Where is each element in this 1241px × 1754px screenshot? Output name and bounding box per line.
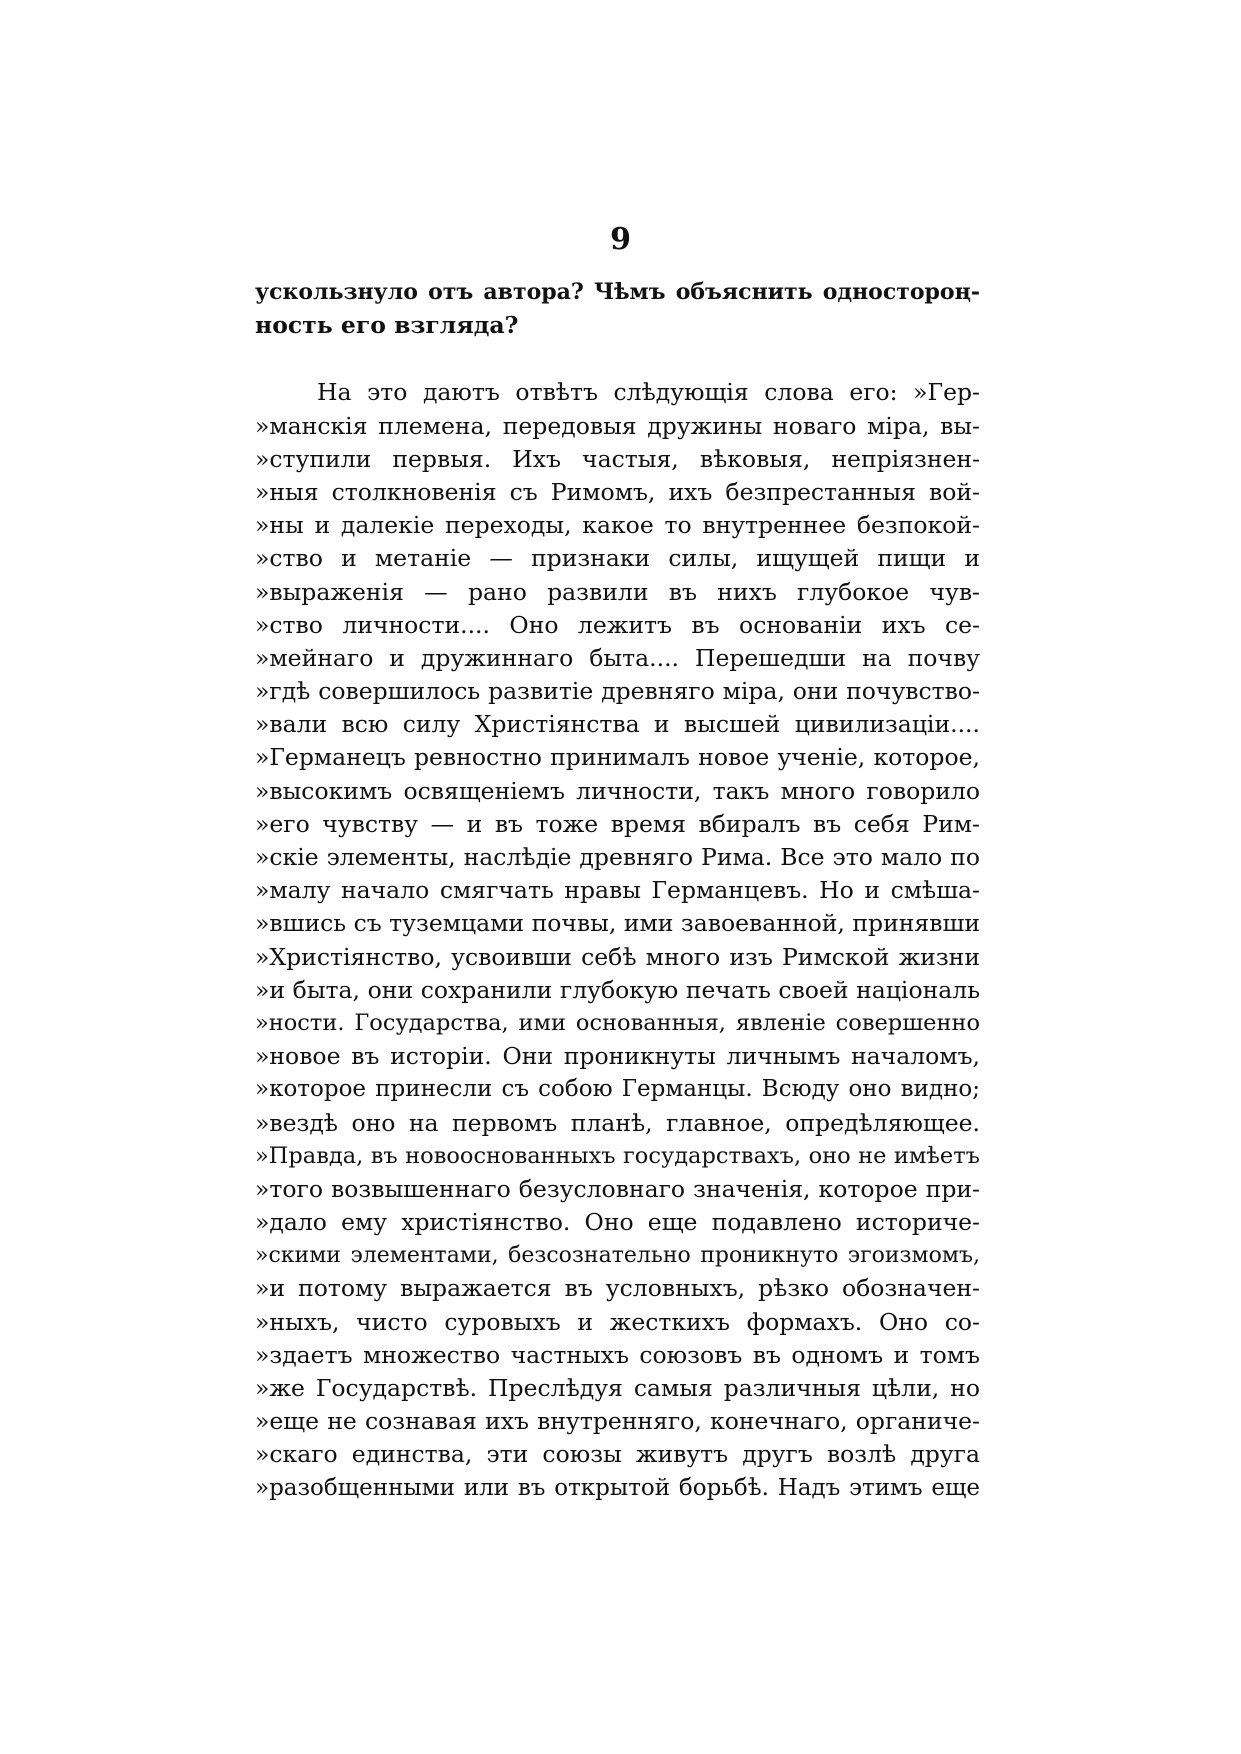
- text-line: »гдѣ совершилось развитіе древняго міра, они почувство-: [255, 677, 980, 706]
- text-line: »дало ему христіянство. Оно еще подавлено историче-: [255, 1208, 980, 1237]
- text-line: »вшись съ туземцами почвы, ими завоеванной, принявши: [255, 909, 980, 938]
- text-line: »ны и далекіе переходы, какое то внутреннее безпокой-: [255, 511, 980, 540]
- text-line: ность его взгляда?: [255, 311, 519, 340]
- paragraph-1: [255, 276, 980, 342]
- text-line: »малу начало смягчать нравы Германцевъ. Но и смѣша-: [255, 876, 980, 905]
- text-line: »и быта, они сохранили глубокую печать своей національ: [255, 975, 980, 1004]
- text-line: »Германецъ ревностно принималъ новое ученіе, которое,: [255, 743, 980, 772]
- text-line: »ности. Государства, ими основанныя, явленіе совершенно: [255, 1009, 980, 1036]
- text-block: [255, 276, 980, 1505]
- text-line: »мейнаго и дружиннаго быта.... Перешедши на почву: [255, 643, 980, 672]
- text-line: »ство и метаніе — признаки силы, ищущей пищи и: [255, 544, 980, 573]
- paragraph-2: [255, 376, 980, 1504]
- text-line: »ныхъ, чисто суровыхъ и жесткихъ формахъ. Оно со-: [255, 1307, 980, 1336]
- text-line: »ныя столкновенія съ Римомъ, ихъ безпрестанныя вой-: [255, 477, 980, 506]
- text-line: »новое въ исторіи. Они проникнуты личнымъ началомъ,: [255, 1042, 980, 1071]
- text-line: »разобщенными или въ открытой борьбѣ. Надъ этимъ еще: [255, 1474, 980, 1501]
- text-line: »же Государствѣ. Преслѣдуя самыя различныя цѣли, но: [255, 1374, 980, 1402]
- text-line: »манскія племена, передовыя дружины новаго міра, вы-: [255, 411, 980, 440]
- text-line: »и потому выражается въ условныхъ, рѣзко обозначен-: [255, 1274, 980, 1303]
- page-number: 9: [610, 222, 631, 257]
- text-line: ускользнуло отъ автора? Чѣмъ объяснить одностороң-: [255, 279, 980, 305]
- text-line: »ство личности.... Оно лежитъ въ основаніи ихъ се-: [255, 610, 980, 639]
- text-line: »его чувству — и въ тоже время вбиралъ въ себя Рим-: [255, 809, 980, 838]
- text-line: »скаго единства, эти союзы живутъ другъ возлѣ друга: [255, 1440, 980, 1469]
- text-line: »выраженія — рано развили въ нихъ глубокое чув-: [255, 577, 980, 606]
- text-line: »высокимъ освященіемъ личности, такъ много говорило: [255, 776, 980, 805]
- text-line: »скіе элементы, наслѣдіе древняго Рима. Все это мало по: [255, 843, 980, 871]
- text-line: »здаетъ множество частныхъ союзовъ въ одномъ и томъ: [255, 1340, 980, 1369]
- text-line: »того возвышеннаго безусловнаго значенія, которое при-: [255, 1174, 980, 1203]
- text-line: »скими элементами, безсознательно проникнуто эгоизмомъ,: [255, 1243, 980, 1269]
- paragraph-gap: [255, 342, 980, 376]
- text-line: »ступили первыя. Ихъ частыя, вѣковыя, непріязнен-: [255, 444, 980, 473]
- text-line: »еще не сознавая ихъ внутренняго, конечнаго, органиче-: [255, 1407, 980, 1436]
- text-line: »Христіянство, усвоивши себѣ много изъ Римской жизни: [255, 942, 980, 971]
- text-line: »Правда, въ новооснованныхъ государствахъ, оно не имѣетъ: [255, 1142, 980, 1169]
- text-line: »вали всю силу Христіянства и высшей цивилизаціи....: [255, 710, 980, 739]
- text-line: На это даютъ отвѣтъ слѣдующія слова его: »Гер-: [317, 378, 980, 407]
- text-line: »которое принесли съ собою Германцы. Всюду оно видно;: [255, 1076, 980, 1103]
- text-line: »вездѣ оно на первомъ планѣ, главное, опредѣляющее.: [255, 1108, 980, 1137]
